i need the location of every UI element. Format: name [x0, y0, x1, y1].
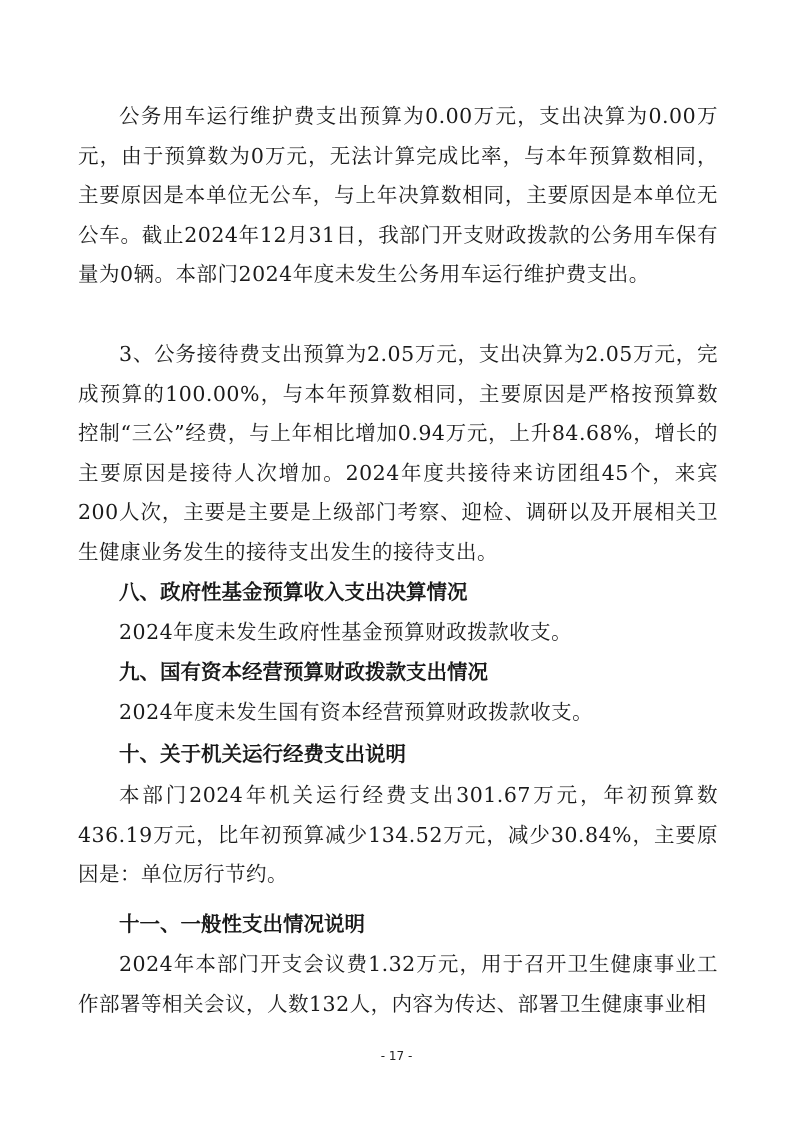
- paragraph-vehicle-maintenance: 公务用车运行维护费支出预算为0.00万元，支出决算为0.00万元，由于预算数为0万元，无法计算完成比率，与本年预算数相同，主要原因是本单位无公车，与上年决算数相同，主要原因是本单位无公车。截止2024年12月31日，我部门开支财政拨款的公务用车保有量为0辆。本部门2024年度未发生公务用车运行维护费支出。: [78, 104, 718, 287]
- heading-section-11: 十一、一般性支出情况说明: [119, 912, 365, 936]
- paragraph-general-expense: 2024年本部门开支会议费1.32万元，用于召开卫生健康事业工作部署等相关会议，人数132人，内容为传达、部署卫生健康事业相: [78, 952, 718, 1016]
- page-number: - 17 -: [380, 1049, 413, 1063]
- heading-section-8: 八、政府性基金预算收入支出决算情况: [119, 580, 468, 604]
- heading-section-9: 九、国有资本经营预算财政拨款支出情况: [119, 660, 488, 684]
- heading-section-10: 十、关于机关运行经费支出说明: [119, 742, 406, 766]
- paragraph-government-fund: 2024年度未发生政府性基金预算财政拨款收支。: [119, 620, 573, 644]
- paragraph-state-capital: 2024年度未发生国有资本经营预算财政拨款收支。: [119, 700, 594, 724]
- paragraph-operating-expense: 本部门2024年机关运行经费支出301.67万元，年初预算数436.19万元，比年初预算减少134.52万元，减少30.84%，主要原因是：单位厉行节约。: [78, 783, 718, 887]
- paragraph-reception-expense: 3、公务接待费支出预算为2.05万元，支出决算为2.05万元，完成预算的100.00%，与本年预算数相同，主要原因是严格按预算数控制“三公”经费，与上年相比增加0.94万元，上升84.68%，增长的主要原因是接待人次增加。2024年度共接待来访团组45个，来宾200人次，主要是主要是上级部门考察、迎检、调研以及开展相关卫生健康业务发生的接待支出发生的接待支出。: [78, 342, 718, 564]
